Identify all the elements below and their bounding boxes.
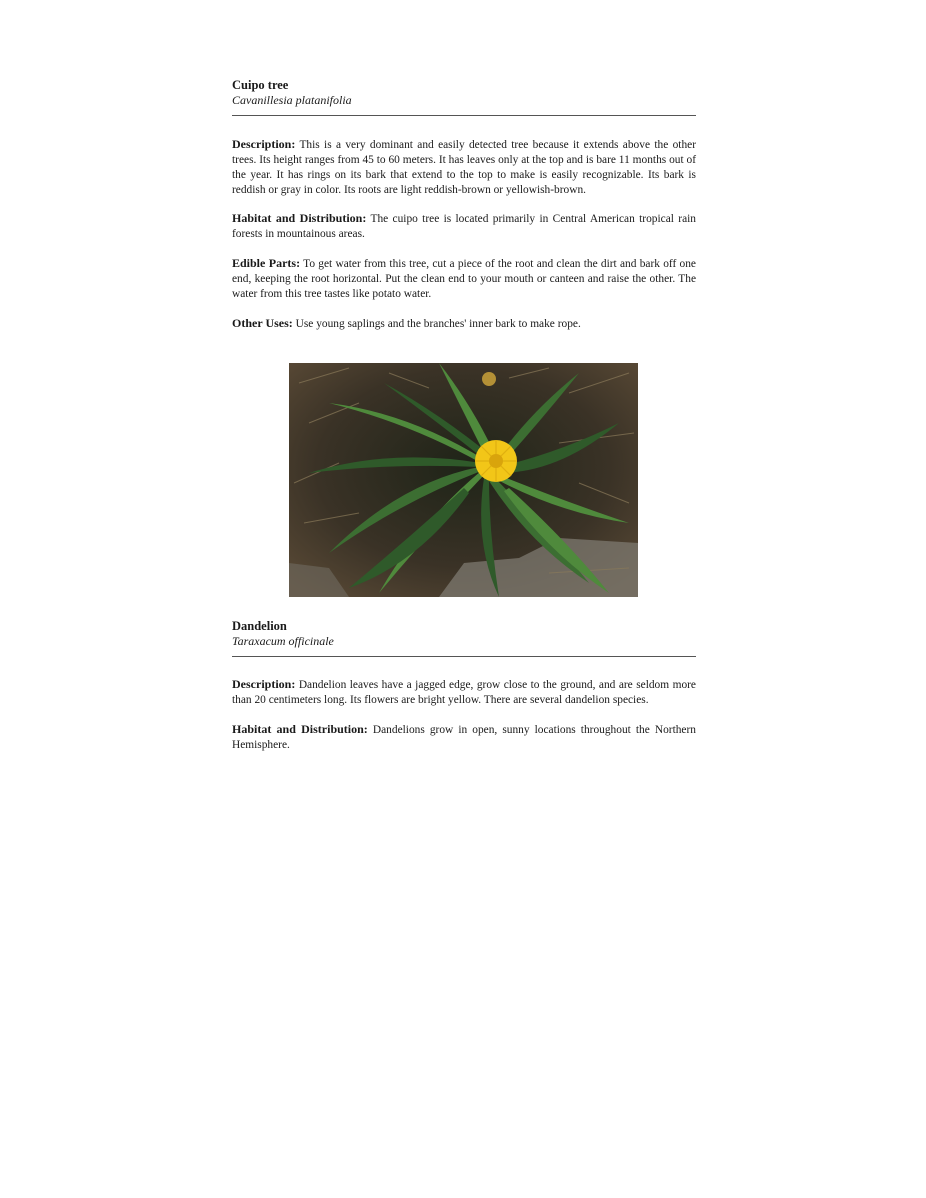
cuipo-description-text: This is a very dominant and easily detected tree because it extends above the other trees. Its height ranges from 45 to 60 meters. It has leaves only at the top and is bare 11 months out of the year. It has rings on its bark that extend to the top to make is easily recognizable. Its bark is reddish or gray in color. Its roots are light reddish-brown or yellowish-brown.: [232, 139, 696, 196]
cuipo-scientific-name: Cavanillesia platanifolia: [232, 93, 352, 107]
cuipo-description: [232, 137, 696, 198]
photo-bud: [482, 372, 496, 386]
dandelion-section: [232, 619, 696, 753]
dandelion-description: [232, 677, 696, 708]
dandelion-photo: [289, 363, 638, 597]
cuipo-habitat-label: Habitat and Distribution:: [232, 211, 367, 225]
cuipo-section: [232, 78, 696, 332]
cuipo-divider: [232, 115, 696, 116]
dandelion-habitat-text: Dandelions grow in open, sunny locations throughout the Northern Hemisphere.: [232, 724, 696, 751]
cuipo-description-label: Description:: [232, 137, 296, 151]
cuipo-edible: [232, 256, 696, 302]
cuipo-common-name: Cuipo tree: [232, 78, 289, 92]
cuipo-habitat-text: The cuipo tree is located primarily in Central American tropical rain forests in mountainous areas.: [232, 213, 696, 240]
dandelion-divider: [232, 656, 696, 657]
dandelion-habitat: [232, 722, 696, 753]
dandelion-common-name: Dandelion: [232, 619, 287, 633]
cuipo-edible-label: Edible Parts:: [232, 256, 301, 270]
dandelion-description-text: Dandelion leaves have a jagged edge, grow close to the ground, and are seldom more than 20 centimeters long. Its flowers are bright yellow. There are several dandelion species.: [232, 679, 696, 706]
cuipo-other-uses: [232, 316, 696, 332]
cuipo-habitat: [232, 211, 696, 242]
dandelion-habitat-label: Habitat and Distribution:: [232, 722, 368, 736]
cuipo-edible-text: To get water from this tree, cut a piece of the root and clean the dirt and bark off one end, keeping the root horizontal. Put the clean end to your mouth or canteen and raise the other. The water from this tree tastes like potato water.: [232, 258, 696, 300]
dandelion-illustration: [289, 363, 638, 597]
photo-flower: [475, 440, 517, 482]
dandelion-description-label: Description:: [232, 677, 296, 691]
cuipo-uses-label: Other Uses:: [232, 316, 293, 330]
cuipo-uses-text: Use young saplings and the branches' inner bark to make rope.: [295, 318, 581, 330]
dandelion-scientific-name: Taraxacum officinale: [232, 634, 334, 648]
